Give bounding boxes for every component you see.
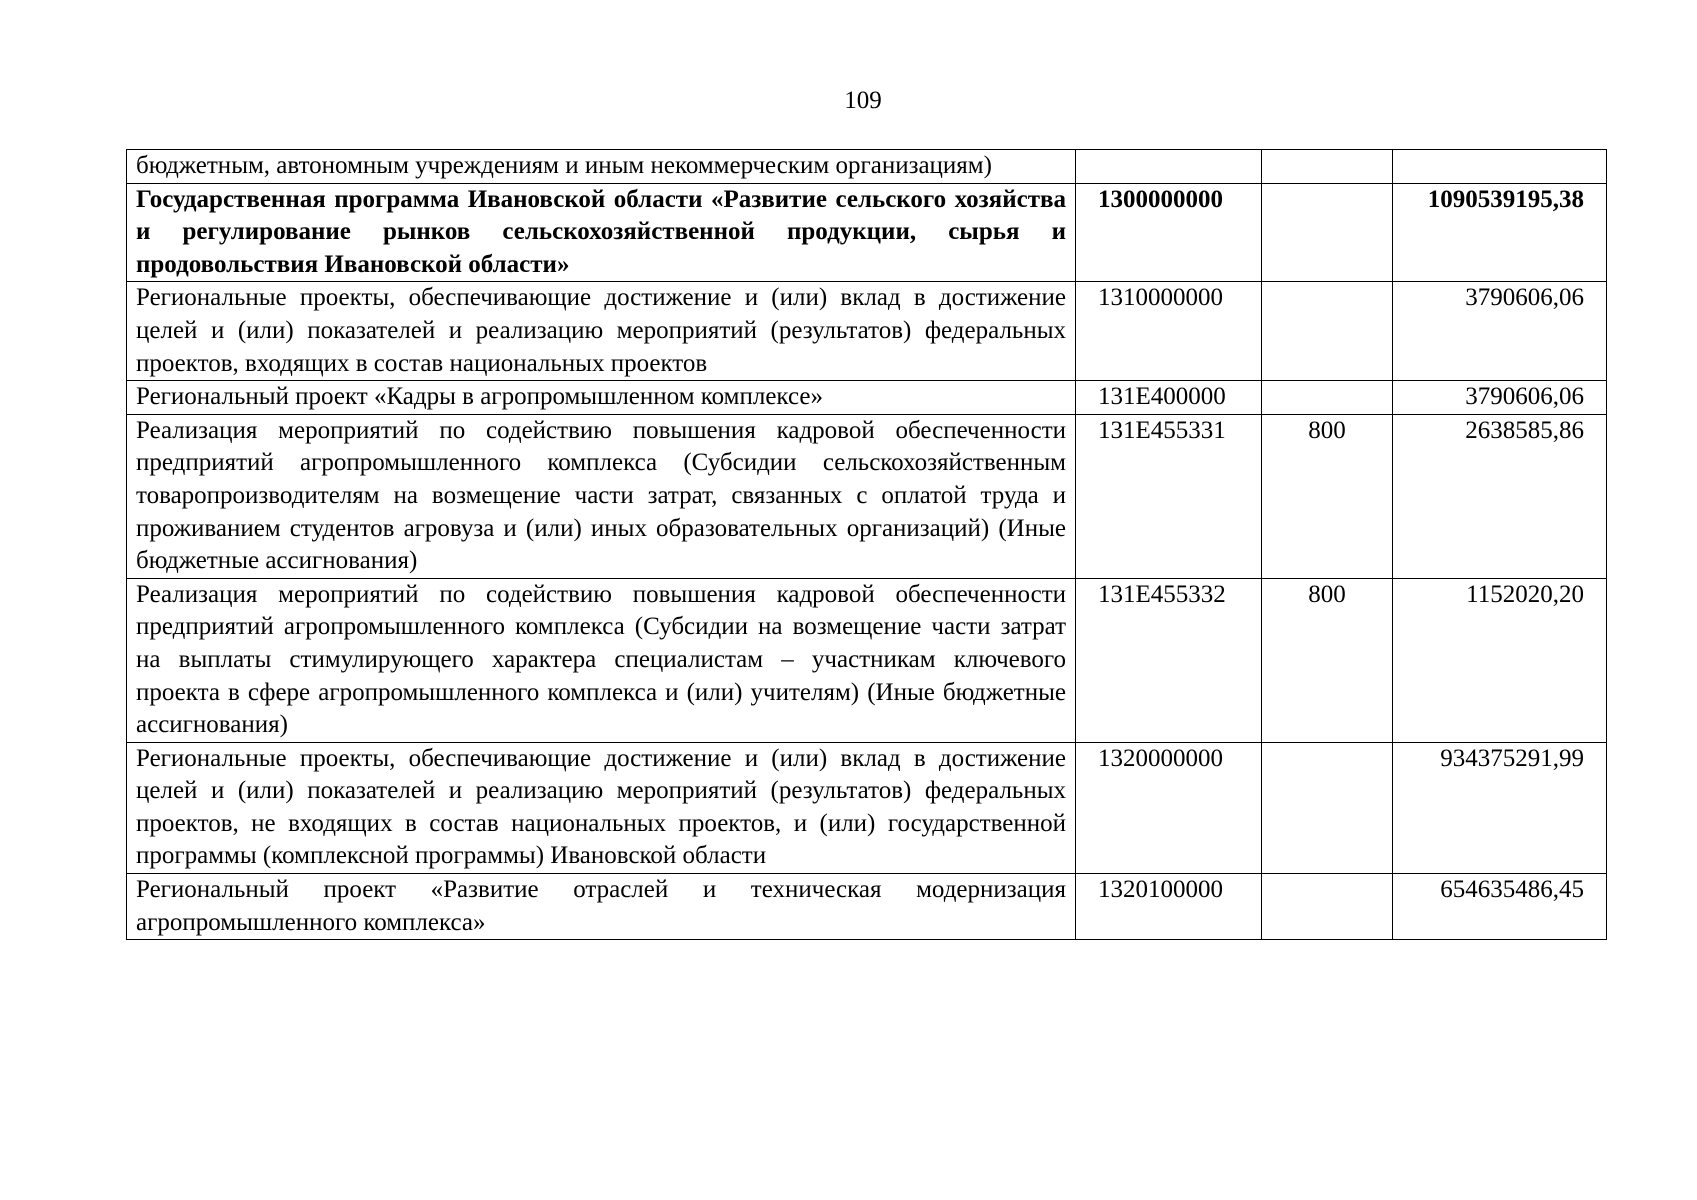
- table-row: [127, 381, 1607, 415]
- row-name: Государственная программа Ивановской области «Развитие сельского хозяйства и регулирование рынков сельскохозяйственной продукции, сырья и продовольствия Ивановской области»: [127, 183, 1076, 282]
- row-name: Реализация мероприятий по содействию повышения кадровой обеспеченности предприятий агропромышленного комплекса (Субсидии сельскохозяйственным товаропроизводителям на возмещение части затрат, связанных с оплатой труда и проживанием студентов агровуза и (или) иных образовательных организаций) (Иные бюджетные ассигнования): [127, 414, 1076, 578]
- row-code: 1320100000: [1076, 874, 1262, 940]
- row-type: [1262, 150, 1393, 184]
- row-type: [1262, 183, 1393, 282]
- row-code: 131E455331: [1076, 414, 1262, 578]
- row-name: Региональные проекты, обеспечивающие достижение и (или) вклад в достижение целей и (или) показателей и реализацию мероприятий (результатов) федеральных проектов, входящих в состав национальных проектов: [127, 282, 1076, 381]
- page-number: 109: [844, 87, 882, 114]
- row-type: [1262, 874, 1393, 940]
- row-name: Региональные проекты, обеспечивающие достижение и (или) вклад в достижение целей и (или) показателей и реализацию мероприятий (результатов) федеральных проектов, не входящих в состав национальных проектов, и (или) государственной программы (комплексной программы) Ивановской области: [127, 742, 1076, 873]
- row-name: Региональный проект «Развитие отраслей и техническая модернизация агропромышленного комплекса»: [127, 874, 1076, 940]
- table-row: [127, 414, 1607, 578]
- row-code: [1076, 150, 1262, 184]
- row-sum: 934375291,99: [1393, 742, 1607, 873]
- table-row: [127, 282, 1607, 381]
- table-row: [127, 150, 1607, 184]
- table-row: [127, 578, 1607, 742]
- budget-table: [126, 149, 1607, 940]
- row-sum: [1393, 150, 1607, 184]
- table-row: [127, 874, 1607, 940]
- row-name: Региональный проект «Кадры в агропромышленном комплексе»: [127, 381, 1076, 415]
- row-type: 800: [1262, 578, 1393, 742]
- row-type: [1262, 381, 1393, 415]
- table-row: [127, 742, 1607, 873]
- row-sum: 1152020,20: [1393, 578, 1607, 742]
- row-code: 1310000000: [1076, 282, 1262, 381]
- table-row: [127, 183, 1607, 282]
- row-code: 131E455332: [1076, 578, 1262, 742]
- row-sum: 3790606,06: [1393, 282, 1607, 381]
- row-code: 131E400000: [1076, 381, 1262, 415]
- row-code: 1300000000: [1076, 183, 1262, 282]
- row-type: 800: [1262, 414, 1393, 578]
- row-sum: 654635486,45: [1393, 874, 1607, 940]
- row-sum: 2638585,86: [1393, 414, 1607, 578]
- row-type: [1262, 282, 1393, 381]
- row-code: 1320000000: [1076, 742, 1262, 873]
- row-name: бюджетным, автономным учреждениям и иным некоммерческим организациям): [127, 150, 1076, 184]
- row-type: [1262, 742, 1393, 873]
- row-name: Реализация мероприятий по содействию повышения кадровой обеспеченности предприятий агропромышленного комплекса (Субсидии на возмещение части затрат на выплаты стимулирующего характера специалистам – участникам ключевого проекта в сфере агропромышленного комплекса и (или) учителям) (Иные бюджетные ассигнования): [127, 578, 1076, 742]
- row-sum: 3790606,06: [1393, 381, 1607, 415]
- row-sum: 1090539195,38: [1393, 183, 1607, 282]
